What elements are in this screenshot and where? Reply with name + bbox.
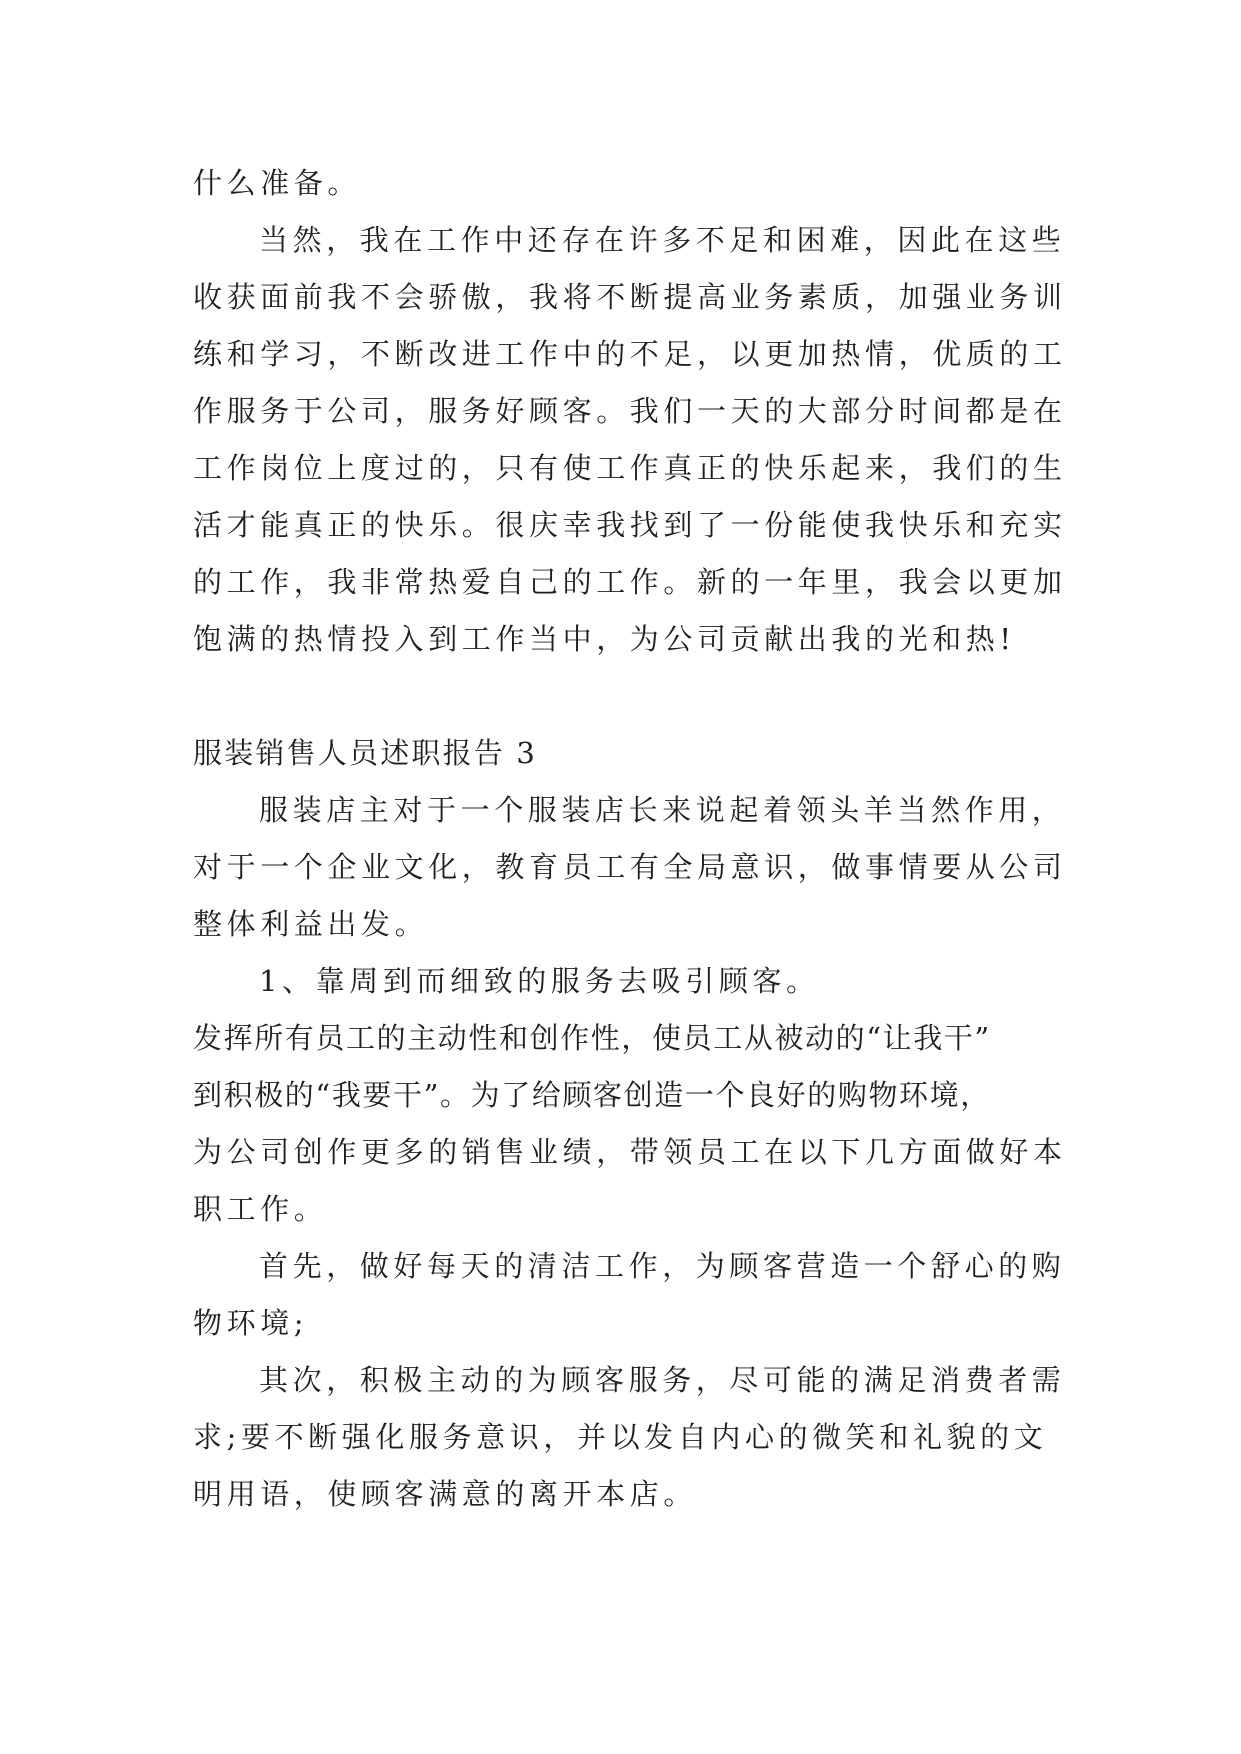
paragraph-start: 其次，积极主动的为顾客服务，尽可能的满足消费者需 xyxy=(259,1363,1066,1397)
text-line: 为公司创作更多的销售业绩，带领员工在以下几方面做好本 xyxy=(193,1135,1067,1169)
text-line: 活才能真正的快乐。很庆幸我找到了一份能使我快乐和充实 xyxy=(193,508,1067,542)
text-line: 练和学习，不断改进工作中的不足，以更加热情，优质的工 xyxy=(193,337,1067,371)
text-line: 什么准备。 xyxy=(193,166,362,200)
paragraph-start: 首先，做好每天的清洁工作，为顾客营造一个舒心的购 xyxy=(259,1249,1066,1283)
text-line: 到积极的“我要干”。为了给顾客创造一个良好的购物环境， xyxy=(193,1078,991,1112)
text-line: 明用语，使顾客满意的离开本店。 xyxy=(193,1477,698,1511)
text-line: 求;要不断强化服务意识，并以发自内心的微笑和礼貌的文 xyxy=(193,1420,1048,1454)
numbered-item: 1、靠周到而细致的服务去吸引顾客。 xyxy=(259,964,820,998)
text-line: 的工作，我非常热爱自己的工作。新的一年里，我会以更加 xyxy=(193,565,1067,599)
text-line: 整体利益出发。 xyxy=(193,907,429,941)
text-line: 对于一个企业文化，教育员工有全局意识，做事情要从公司 xyxy=(193,850,1067,884)
text-line: 工作岗位上度过的，只有使工作真正的快乐起来，我们的生 xyxy=(193,451,1067,485)
text-line: 物环境; xyxy=(193,1306,309,1340)
paragraph-start: 服装店主对于一个服装店长来说起着领头羊当然作用， xyxy=(259,793,1066,827)
document-body xyxy=(193,155,1073,1523)
paragraph-start: 当然，我在工作中还存在许多不足和困难，因此在这些 xyxy=(259,223,1066,257)
section-heading: 服装销售人员述职报告 3 xyxy=(193,736,538,770)
text-line: 职工作。 xyxy=(193,1192,328,1226)
text-line: 发挥所有员工的主动性和创作性，使员工从被动的“让我干” xyxy=(193,1021,991,1055)
text-line: 饱满的热情投入到工作当中，为公司贡献出我的光和热! xyxy=(193,622,1016,656)
section-spacer xyxy=(193,668,1073,725)
text-line: 收获面前我不会骄傲，我将不断提高业务素质，加强业务训 xyxy=(193,280,1067,314)
text-line: 作服务于公司，服务好顾客。我们一天的大部分时间都是在 xyxy=(193,394,1067,428)
